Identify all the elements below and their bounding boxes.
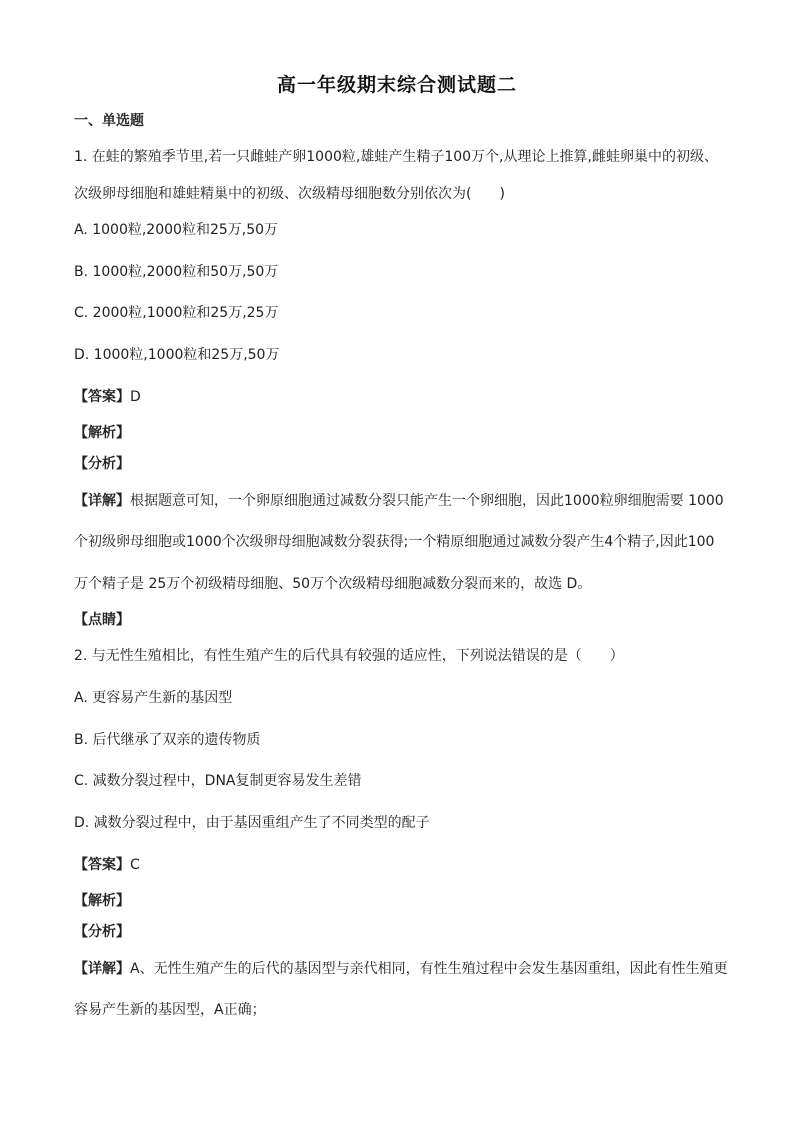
q2-option-b: B. 后代继承了双亲的遗传物质 [74, 732, 261, 748]
q2-answer [74, 854, 140, 874]
q2-detail-label: 【详解】 [74, 961, 130, 977]
q1-answer-label: 【答案】 [74, 389, 130, 405]
page-title: 高一年级期末综合测试题二 [276, 74, 517, 96]
q2-option-a: A. 更容易产生新的基因型 [74, 690, 233, 706]
q2-option-d: D. 减数分裂过程中，由于基因重组产生了不同类型的配子 [74, 815, 430, 831]
q2-stem: 2. 与无性生殖相比，有性生殖产生的后代具有较强的适应性，下列说法错误的是（ ） [74, 648, 624, 664]
section-heading: 一、单选题 [74, 113, 144, 129]
q1-answer-value: D [130, 389, 141, 405]
q1-stem-line-1: 1. 在蛙的繁殖季节里,若一只雌蛙产卵1000粒,雄蛙产生精子100万个,从理论上推算,雌蛙卵巢中的初级、 [74, 149, 718, 165]
q1-detail-line-3: 万个精子是 25万个初级精母细胞、50万个次级精母细胞减数分裂而来的，故选 D。 [74, 576, 592, 592]
q1-option-a: A. 1000粒,2000粒和25万,50万 [74, 222, 279, 238]
q2-detail-line-2: 容易产生新的基因型，A正确； [74, 1002, 266, 1018]
q2-option-c: C. 减数分裂过程中，DNA复制更容易发生差错 [74, 773, 362, 789]
q1-fenxi-label: 【分析】 [74, 456, 130, 472]
q1-stem-line-2: 次级卵母细胞和雄蛙精巢中的初级、次级精母细胞数分别依次为( ) [74, 186, 505, 202]
q2-analysis-label: 【解析】 [74, 893, 130, 909]
q2-fenxi-label: 【分析】 [74, 924, 130, 940]
q1-option-b: B. 1000粒,2000粒和50万,50万 [74, 264, 279, 280]
q1-detail-text-1: 根据题意可知，一个卵原细胞通过减数分裂只能产生一个卵细胞，因此1000粒卵细胞需要 1000 [130, 493, 724, 509]
q1-detail-label: 【详解】 [74, 493, 130, 509]
q1-answer [74, 386, 141, 406]
q1-detail-line-2: 个初级卵母细胞或1000个次级卵母细胞减数分裂获得;一个精原细胞通过减数分裂产生4个精子,因此100 [74, 534, 715, 550]
q1-analysis-label: 【解析】 [74, 425, 130, 441]
q1-option-c: C. 2000粒,1000粒和25万,25万 [74, 305, 279, 321]
q1-dianjing-label: 【点睛】 [74, 612, 130, 628]
q2-answer-label: 【答案】 [74, 857, 130, 873]
q1-option-d: D. 1000粒,1000粒和25万,50万 [74, 347, 280, 363]
q2-detail-text-1: A、无性生殖产生的后代的基因型与亲代相同，有性生殖过程中会发生基因重组，因此有性生殖更 [130, 961, 728, 977]
q1-detail-line-1 [74, 490, 724, 510]
q2-answer-value: C [130, 857, 140, 873]
q2-detail-line-1 [74, 958, 728, 978]
